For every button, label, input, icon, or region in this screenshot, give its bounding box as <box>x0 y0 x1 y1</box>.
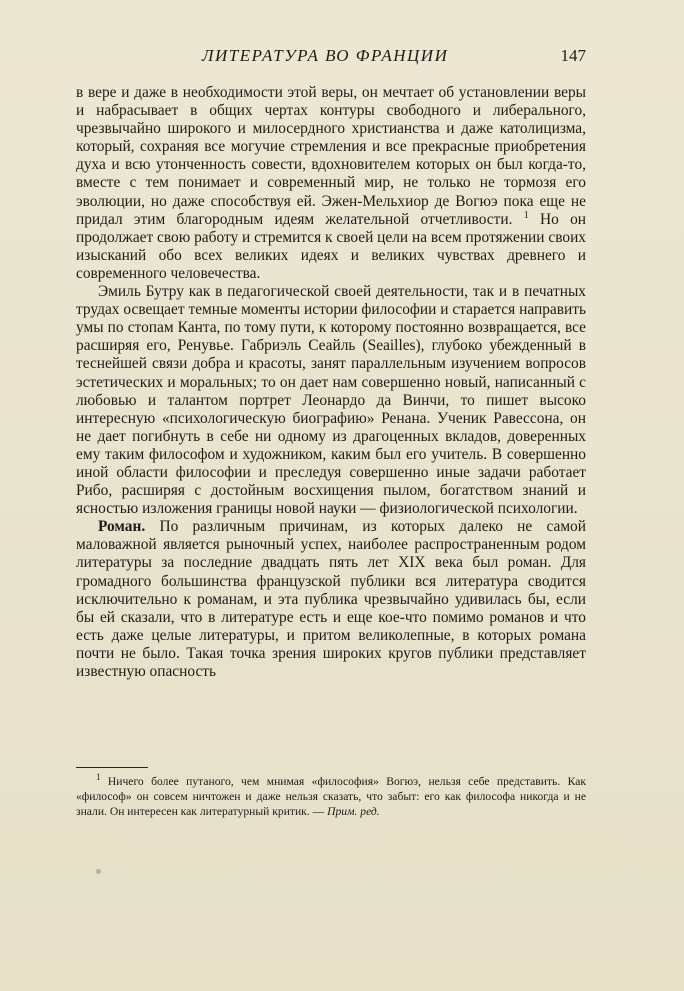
paragraph-2: Эмиль Бутру как в педагогической своей деятельности, так и в печатных трудах освещает темные моменты истории философии и старается направить умы по стопам Канта, по тому пути, к которому постоянно возвращается, все расширяя его, Ренувье. Габриэль Сеайль (Seailles), глубоко убежденный в теснейшей связи добра и красоты, занят параллельным изучением вопросов эстетических и моральных; то он дает нам совершенно новый, написанный с любовью и талантом портрет Леонардо да Винчи, то пишет высоко интересную «психологическую биографию» Ренана. Ученик Равессона, он не дает погибнуть в себе ни одному из драгоценных вкладов, доверенных ему таким философом и художником, каким был его учитель. В совершенно иной области философии и преследуя совершенно иные задачи работает Рибо, расширяя с достойным восхищения пылом, богатством знаний и ясностью изложения границы новой науки — физиологической психологии. <box>76 283 586 518</box>
footnote-reference[interactable]: 1 <box>523 209 529 221</box>
paragraph-3-text: По различным причинам, из которых далеко не самой маловажной является рыночный успех, наиболее распространенным родом литературы за последние двадцать пять лет XIX века был роман. Для громадного большинства французской публики вся литература сводится исключительно к романам, и эта публика чрезвычайно удивилась бы, если бы ей сказали, что в литературе есть и еще кое-что помимо романов и что есть даже целые литературы, и притом великолепные, в которых романа почти не было. Такая точка зрения широких кругов публики представляет известную опасность <box>76 518 586 680</box>
section-run-in-heading: Роман. <box>98 518 146 536</box>
footnote <box>76 774 586 819</box>
paragraph-1-text-b: Но он продолжает свою работу и стремится к своей цели на всем протяжении своих изысканий обо всех великих идеях и великих чувствах древнего и современного человечества. <box>76 210 586 282</box>
page-number: 147 <box>560 46 586 65</box>
paragraph-3 <box>76 518 586 681</box>
footnote-divider <box>76 767 148 768</box>
footnote-text: Ничего более путаного, чем мнимая «философия» Вогюэ, нельзя себе представить. Как «философ» он совсем ничтожен и даже нельзя сказать, что забыт: его как философа никогда и не знали. Он интересен как литературный критик. — <box>76 775 586 818</box>
editor-note: Прим. ред. <box>327 805 380 818</box>
ink-smudge <box>96 869 101 874</box>
page-header <box>76 46 586 70</box>
footnote-number: 1 <box>96 772 101 783</box>
footnote-paragraph <box>76 774 586 819</box>
paragraph-1 <box>76 84 586 283</box>
paragraph-1-text-a: в вере и даже в необходимости этой веры, он мечтает об установлении веры и набрасывает в общих чертах контуры свободного и либерального, чрезвычайно широкого и милосердного христианства и даже католицизма, который, сохраняя все могучие стремления и все прекрасные приобретения духа и всю утонченность совести, вдохновителем которых он был когда-то, вместе с тем понимает и современный мир, не только не тормозя его эволюции, но даже способствуя ей. Эжен-Мельхиор де Вогюэ пока еще не придал этим благородным идеям желательной отчетливости. <box>76 84 586 228</box>
body-text <box>76 84 586 681</box>
running-title: ЛИТЕРАТУРА ВО ФРАНЦИИ <box>202 46 449 65</box>
